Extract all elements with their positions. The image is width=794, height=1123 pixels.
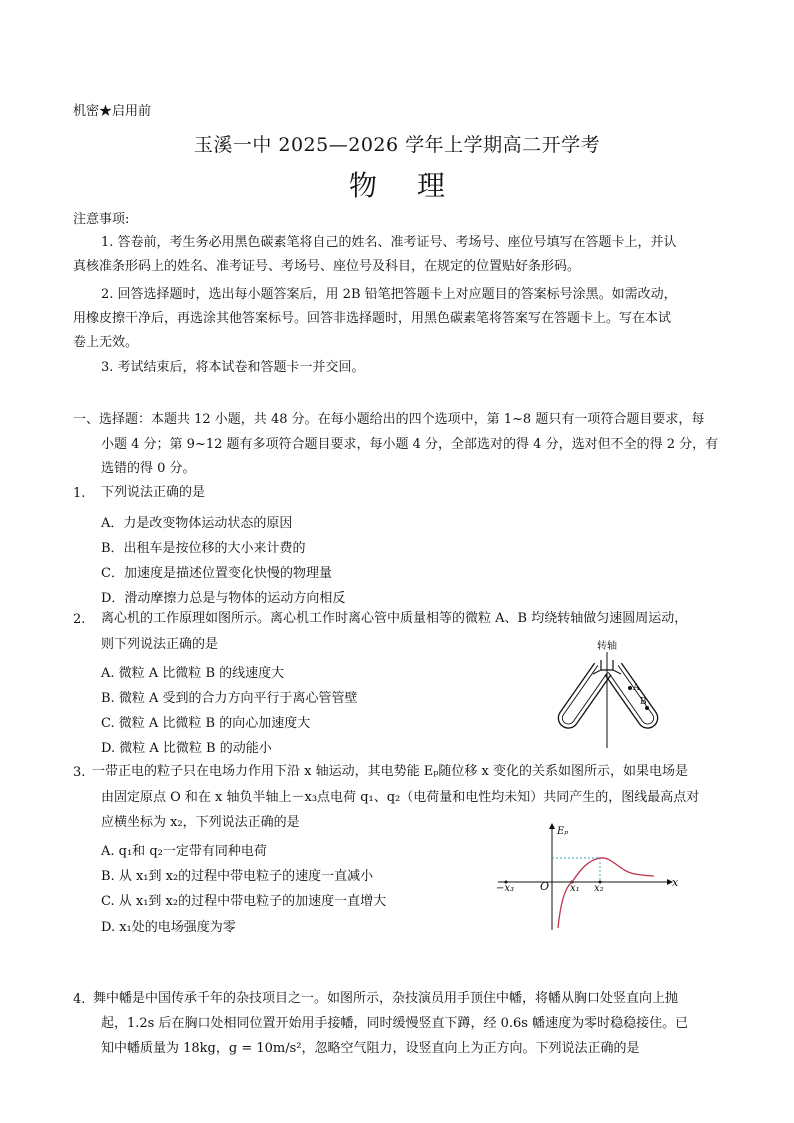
question-1-number: 1. [73,486,86,501]
neg-x3-label: −x₃ [496,883,515,894]
ep-x-graph [490,818,690,933]
question-2-option-c: C. 微粒 A 比微粒 B 的向心加速度大 [101,716,311,731]
left-tube [554,663,611,732]
particle-b-label: B [640,697,647,707]
question-1-stem: 下列说法正确的是 [101,485,206,500]
question-1-option-c: C．加速度是描述位置变化快慢的物理量 [101,566,332,581]
particle-a-label: A [633,683,640,693]
right-tube [605,663,662,732]
question-3-option-c: C. 从 x₁到 x₂的过程中带电粒子的加速度一直增大 [101,894,387,909]
note-2-line-2: 用橡皮擦干净后，再选涂其他答案标号。回答非选择题时，用黑色碳素笔将答案写在答题卡上。写在本试 [73,311,672,326]
note-3-line-1: 3. 考试结束后，将本试卷和答题卡一并交回。 [101,360,365,375]
question-2-number: 2. [73,612,86,627]
question-4-stem-line-1: 舞中幡是中国传承千年的杂技项目之一。如图所示，杂技演员用手顶住中幡，将幡从胸口处竖直向上抛 [93,991,679,1006]
question-3-stem-line-1: 一带正电的粒子只在电场力作用下沿 x 轴运动，其电势能 Eₚ随位移 x 变化的关系如图所示，如果电场是 [92,764,689,779]
question-3-stem-line-3: 应横坐标为 x₂，下列说法正确的是 [101,815,300,830]
question-4-stem-line-3: 知中幡质量为 18kg，g = 10m/s²，忽略空气阻力，设竖直向上为正方向。下列说法正确的是 [101,1041,640,1056]
note-2-line-3: 卷上无效。 [73,335,139,350]
section1-line-3: 选错的得 0 分。 [101,461,196,476]
note-1-line-1: 1. 答卷前，考生务必用黑色碳素笔将自己的姓名、准考证号、考场号、座位号填写在答题卡上，并认 [101,235,677,250]
x-axis-label: x [672,876,679,889]
question-3-stem-line-2: 由固定原点 O 和在 x 轴负半轴上－x₃点电荷 q₁、q₂（电荷量和电性均未知）共同产生的，图线最高点对 [101,790,700,805]
section1-line-1: 一、选择题：本题共 12 小题，共 48 分。在每小题给出的四个选项中，第 1~8 题只有一项符合题目要求，每 [73,412,705,427]
question-3-option-a: A. q₁和 q₂一定带有同种电荷 [101,844,267,859]
question-2-option-b: B. 微粒 A 受到的合力方向平行于离心管管壁 [101,691,358,706]
question-2-stem-line-1: 离心机的工作原理如图所示。离心机工作时离心管中质量相等的微粒 A、B 均绕转轴做匀速圆周运动， [101,611,688,626]
question-2-option-d: D. 微粒 A 比微粒 B 的动能小 [101,741,272,756]
centrifuge-figure [545,630,675,750]
y-axis-label: Eₚ [557,826,569,837]
subject-title: 物理 [348,169,485,202]
question-4-number: 4. [73,992,86,1007]
question-1-option-d: D．滑动摩擦力总是与物体的运动方向相反 [101,591,346,606]
question-2-option-a: A. 微粒 A 比微粒 B 的线速度大 [101,666,285,681]
confidential-label: 机密★启用前 [73,104,152,119]
question-1-option-a: A．力是改变物体运动状态的原因 [101,516,293,531]
question-2-stem-line-2: 则下列说法正确的是 [101,637,219,652]
right-arm [613,670,621,674]
exam-title: 玉溪一中 2025—2026 学年上学期高二开学考 [193,134,601,156]
question-3-option-d: D. x₁处的电场强度为零 [101,920,236,935]
question-4-stem-line-2: 起，1.2s 后在胸口处相同位置开始用手接幡，同时缓慢竖直下蹲，经 0.6s 幡速度为零时稳稳接住。已 [101,1016,689,1031]
note-1-line-2: 真核准条形码上的姓名、准考证号、考场号、座位号及科目，在规定的位置贴好条形码。 [73,259,581,274]
question-1-option-b: B．出租车是按位移的大小来计费的 [101,541,306,556]
section1-line-2: 小题 4 分；第 9~12 题有多项符合题目要求，每小题 4 分，全部选对的得 4 分，选对但不全的得 2 分，有 [101,437,719,452]
notes-heading: 注意事项: [73,212,130,227]
question-3-option-b: B. 从 x₁到 x₂的过程中带电粒子的速度一直减小 [101,869,374,884]
particle-a [628,686,632,690]
rotation-axis-label: 转轴 [597,641,617,652]
origin-label: O [540,880,550,893]
x1-label: x₁ [570,883,580,894]
note-2-line-1: 2. 回答选择题时，选出每小题答案后，用 2B 铅笔把答题卡上对应题目的答案标号涂黑。如需改动， [101,287,677,302]
question-3-number: 3. [73,765,86,780]
x2-label: x₂ [594,883,604,894]
